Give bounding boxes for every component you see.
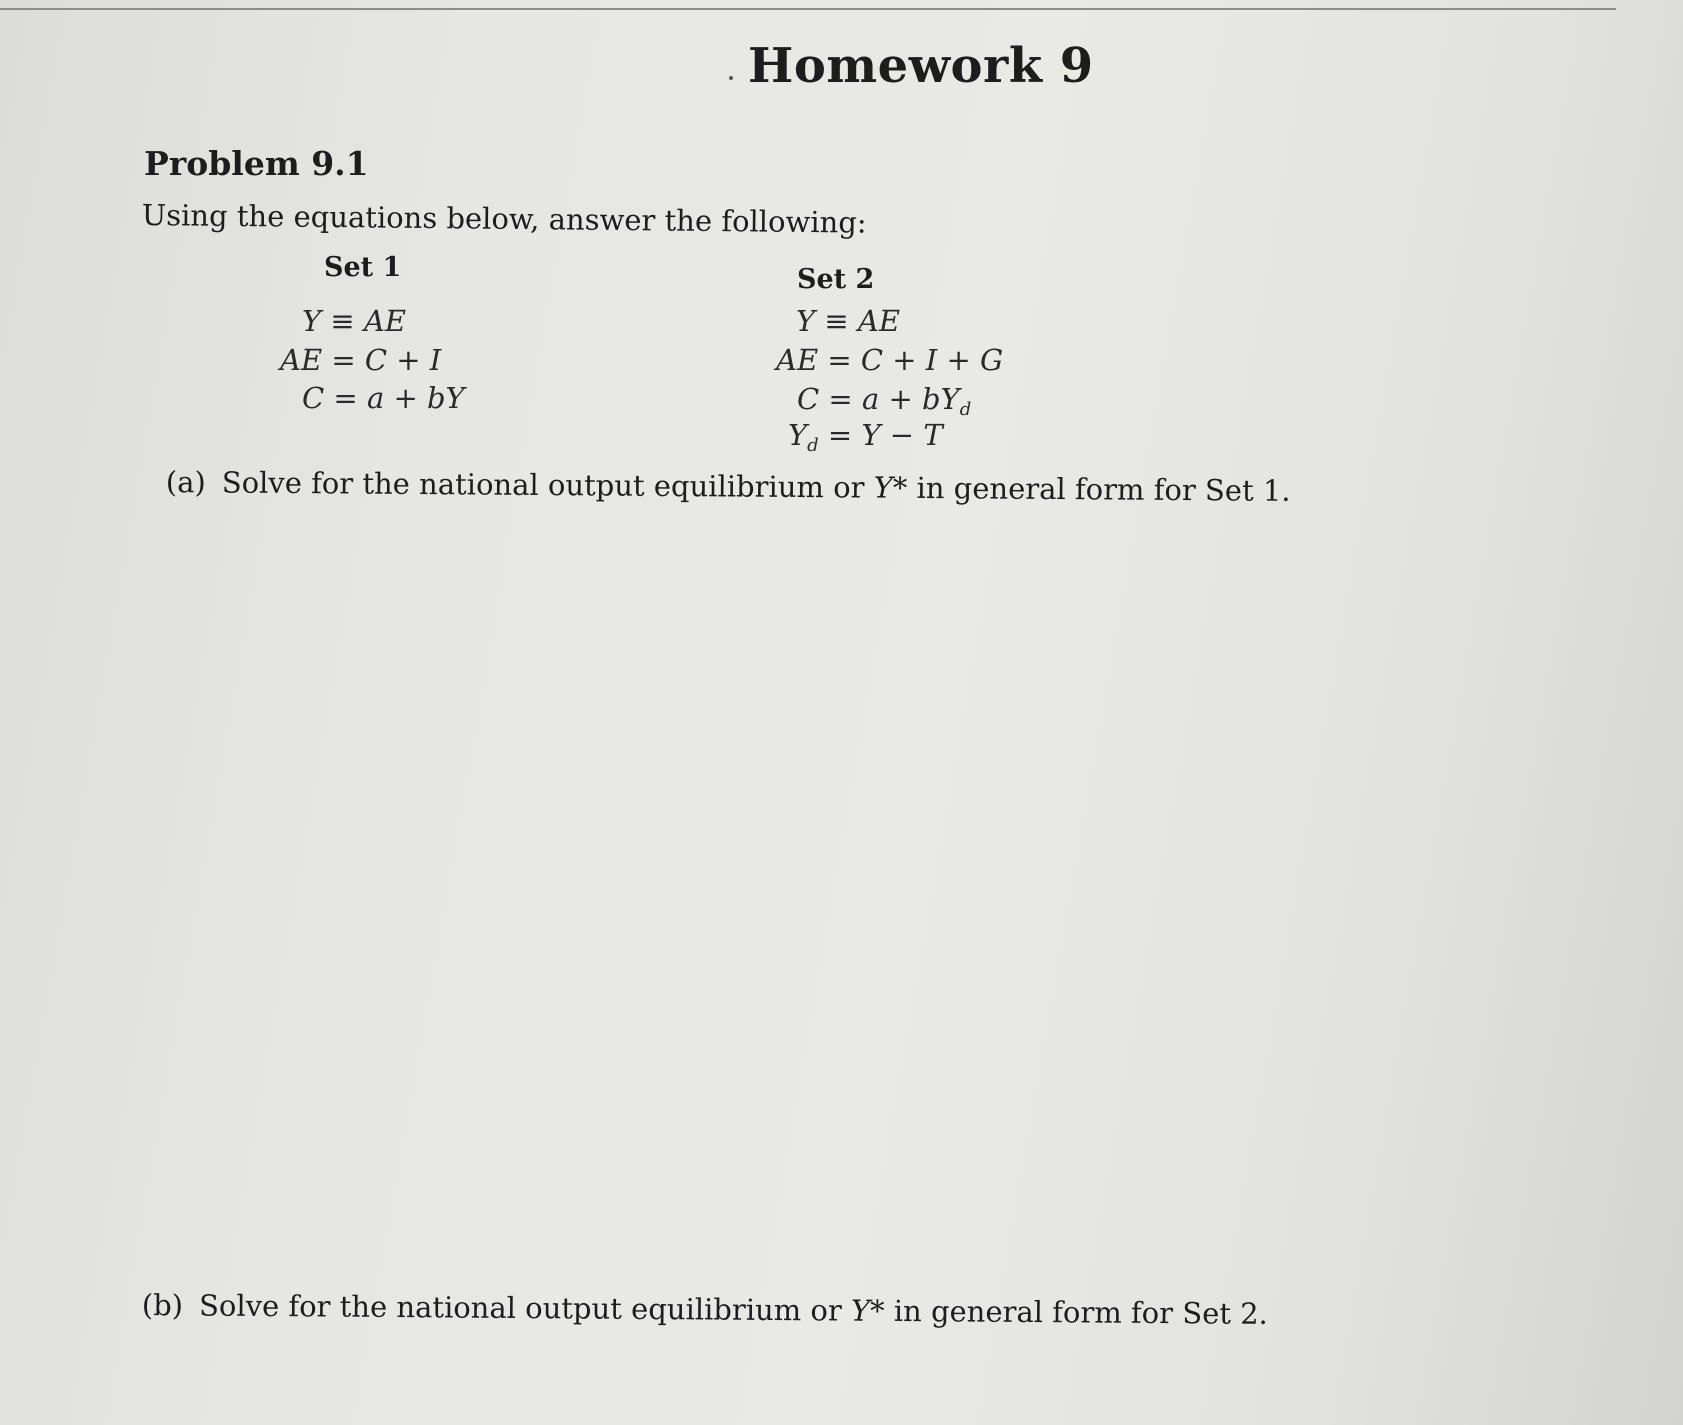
part-a-text: Solve for the national output equilibrium or: [221, 465, 874, 505]
set-1-equation: Y ≡ AE: [302, 304, 407, 338]
set-2-label: Set 2: [797, 264, 875, 295]
part-b-symbol: Y*: [850, 1293, 885, 1328]
problem-intro: Using the equations below, answer the following:: [141, 198, 867, 240]
question-part-a: [166, 465, 1291, 508]
part-b-marker: (b): [141, 1288, 184, 1323]
question-part-b: [142, 1288, 1268, 1331]
part-a-marker: (a): [165, 465, 206, 500]
part-b-text: Solve for the national output equilibrium or: [198, 1288, 852, 1328]
set-1-label: Set 1: [324, 252, 402, 283]
set-2-equation: $Y_d = Y - T$: [788, 418, 943, 456]
set-1-equation: AE = C + I: [280, 343, 442, 377]
part-a-symbol: Y*: [873, 470, 908, 505]
part-a-text-end: in general form for Set 1.: [907, 470, 1291, 508]
stray-mark: [729, 76, 733, 80]
problem-heading: Problem 9.1: [144, 144, 369, 183]
set-2-equation: AE = C + I + G: [776, 343, 1004, 377]
set-2-equation: $C = a + bY_d$: [797, 382, 972, 420]
header-rule: [0, 8, 1616, 10]
set-2-equation: Y ≡ AE: [796, 304, 901, 338]
part-b-text-end: in general form for Set 2.: [884, 1293, 1268, 1331]
page-title: Homework 9: [748, 38, 1094, 94]
set-1-equation: C = a + bY: [302, 381, 465, 415]
